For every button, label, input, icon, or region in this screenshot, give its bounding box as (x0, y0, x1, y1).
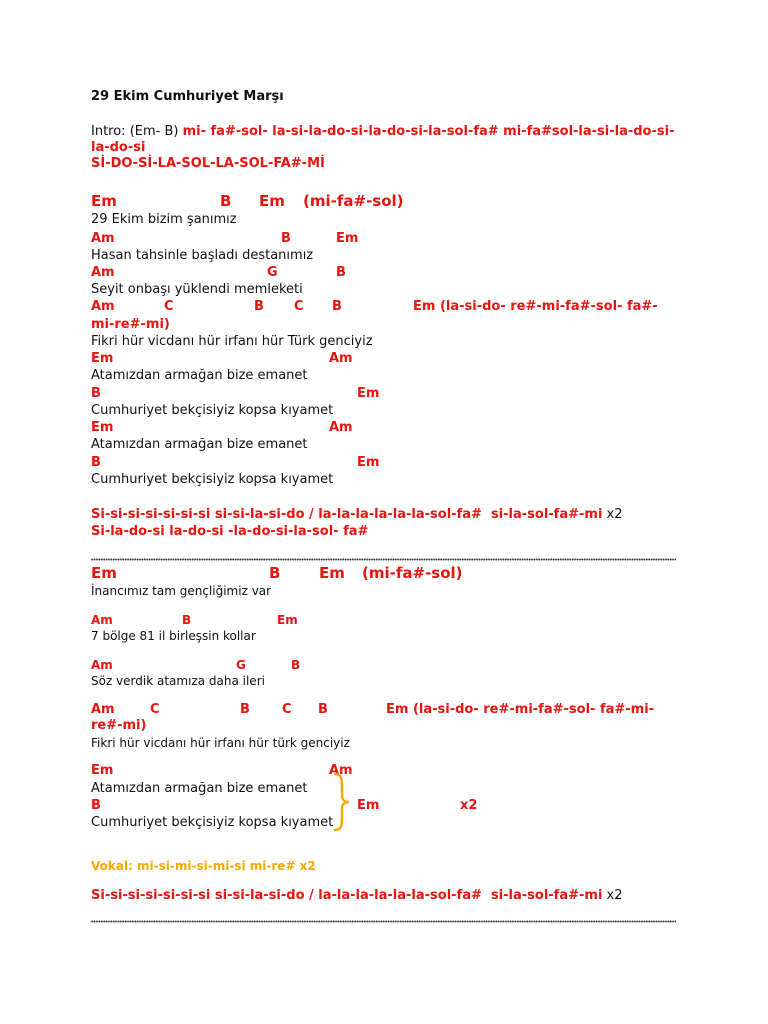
lyric-line: Cumhuriyet bekçisiyiz kopsa kıyamet (91, 815, 334, 830)
chord: Am (329, 763, 353, 778)
chord: Em (357, 386, 380, 401)
chord: Am (329, 420, 353, 435)
vocal-note: Vokal: mi-si-mi-si-mi-si mi-re# x2 (91, 859, 316, 873)
outro-line (91, 888, 623, 904)
chord-notes: (mi-fa#-sol) (303, 192, 404, 210)
chord-notes: (mi-fa#-sol) (362, 564, 463, 582)
chord: Em (259, 192, 285, 210)
intro-line (91, 124, 674, 140)
page-title: 29 Ekim Cumhuriyet Marşı (91, 89, 284, 104)
repeat-marker: x2 (606, 507, 623, 522)
lyric-line: 7 bölge 81 il birleşsin kollar (91, 629, 256, 643)
chord: G (267, 265, 278, 280)
chord: Am (91, 702, 115, 717)
chord: B (291, 658, 301, 672)
chord: Am (91, 231, 115, 246)
section-divider (91, 558, 676, 561)
chord: Em (357, 455, 380, 470)
section-divider (91, 920, 676, 923)
lyric-line: Fikri hür vicdanı hür irfanı hür türk genciyiz (91, 736, 350, 750)
chord: Em (91, 564, 117, 582)
intro-prefix: Intro: (Em- B) (91, 124, 183, 139)
chord: B (182, 613, 192, 627)
chord: Am (329, 351, 353, 366)
interlude-line (91, 507, 623, 523)
chord-notes-cont: re#-mi) (91, 718, 147, 733)
repeat-marker: x2 (606, 888, 623, 903)
interlude-notes: Si-si-si-si-si-si-si si-si-la-si-do / la-la-la-la-la-la-sol-fa# si-la-sol-fa#-mi (91, 507, 603, 522)
chord: C (150, 702, 160, 717)
chord: B (336, 265, 346, 280)
lyric-line: Söz verdik atamıza daha ileri (91, 674, 265, 688)
chord: Em (277, 613, 298, 627)
chord: Am (91, 613, 113, 627)
chord: C (294, 299, 304, 314)
chord: C (164, 299, 174, 314)
lyric-line: Seyit onbaşı yüklendi memleketi (91, 282, 303, 297)
repeat-marker: x2 (460, 798, 478, 813)
intro-notes-cont: la-do-si (91, 140, 146, 155)
chord: B (91, 386, 101, 401)
chord: B (91, 455, 101, 470)
intro-notes: mi- fa#-sol- la-si-la-do-si-la-do-si-la-sol-fa# mi-fa#sol-la-si-la-do-si- (182, 124, 675, 139)
chord-notes: Em (la-si-do- re#-mi-fa#-sol- fa#- (413, 299, 658, 314)
chord: Am (91, 658, 113, 672)
lyric-line: İnancımız tam gençliğimiz var (91, 584, 272, 598)
chord-notes-cont: mi-re#-mi) (91, 317, 170, 332)
intro-notes-caps: Sİ-DO-Sİ-LA-SOL-LA-SOL-FA#-Mİ (91, 156, 325, 171)
chord: Am (91, 265, 115, 280)
chord: Em (91, 763, 114, 778)
outro-notes: Si-si-si-si-si-si-si si-si-la-si-do / la-la-la-la-la-la-sol-fa# si-la-sol-fa#-mi (91, 888, 603, 903)
lyric-line: Fikri hür vicdanı hür irfanı hür Türk genciyiz (91, 334, 373, 349)
chord: Em (319, 564, 345, 582)
lyric-line: Atamızdan armağan bize emanet (91, 437, 308, 452)
curly-brace-icon (332, 772, 352, 832)
lyric-line: Atamızdan armağan bize emanet (91, 368, 308, 383)
chord: B (269, 564, 281, 582)
chord: B (240, 702, 250, 717)
lyric-line: Cumhuriyet bekçisiyiz kopsa kıyamet (91, 472, 334, 487)
chord: Em (336, 231, 359, 246)
chord: B (332, 299, 342, 314)
lyric-line: Cumhuriyet bekçisiyiz kopsa kıyamet (91, 403, 334, 418)
chord: Em (91, 351, 114, 366)
chord: B (281, 231, 291, 246)
chord: B (91, 798, 101, 813)
interlude-notes-2: Si-la-do-si la-do-si -la-do-si-la-sol- fa# (91, 524, 369, 539)
lyric-line: Atamızdan armağan bize emanet (91, 781, 308, 796)
chord-notes: Em (la-si-do- re#-mi-fa#-sol- fa#-mi- (386, 702, 655, 717)
lyric-line: Hasan tahsinle başladı destanımız (91, 248, 314, 263)
chord: Am (91, 299, 115, 314)
chord: Em (357, 798, 380, 813)
chord: B (220, 192, 232, 210)
lyric-line: 29 Ekim bizim şanımız (91, 212, 237, 227)
chord: Em (91, 420, 114, 435)
chord: Em (91, 192, 117, 210)
chord: B (254, 299, 264, 314)
chord: C (282, 702, 292, 717)
chord: G (236, 658, 246, 672)
chord: B (318, 702, 328, 717)
